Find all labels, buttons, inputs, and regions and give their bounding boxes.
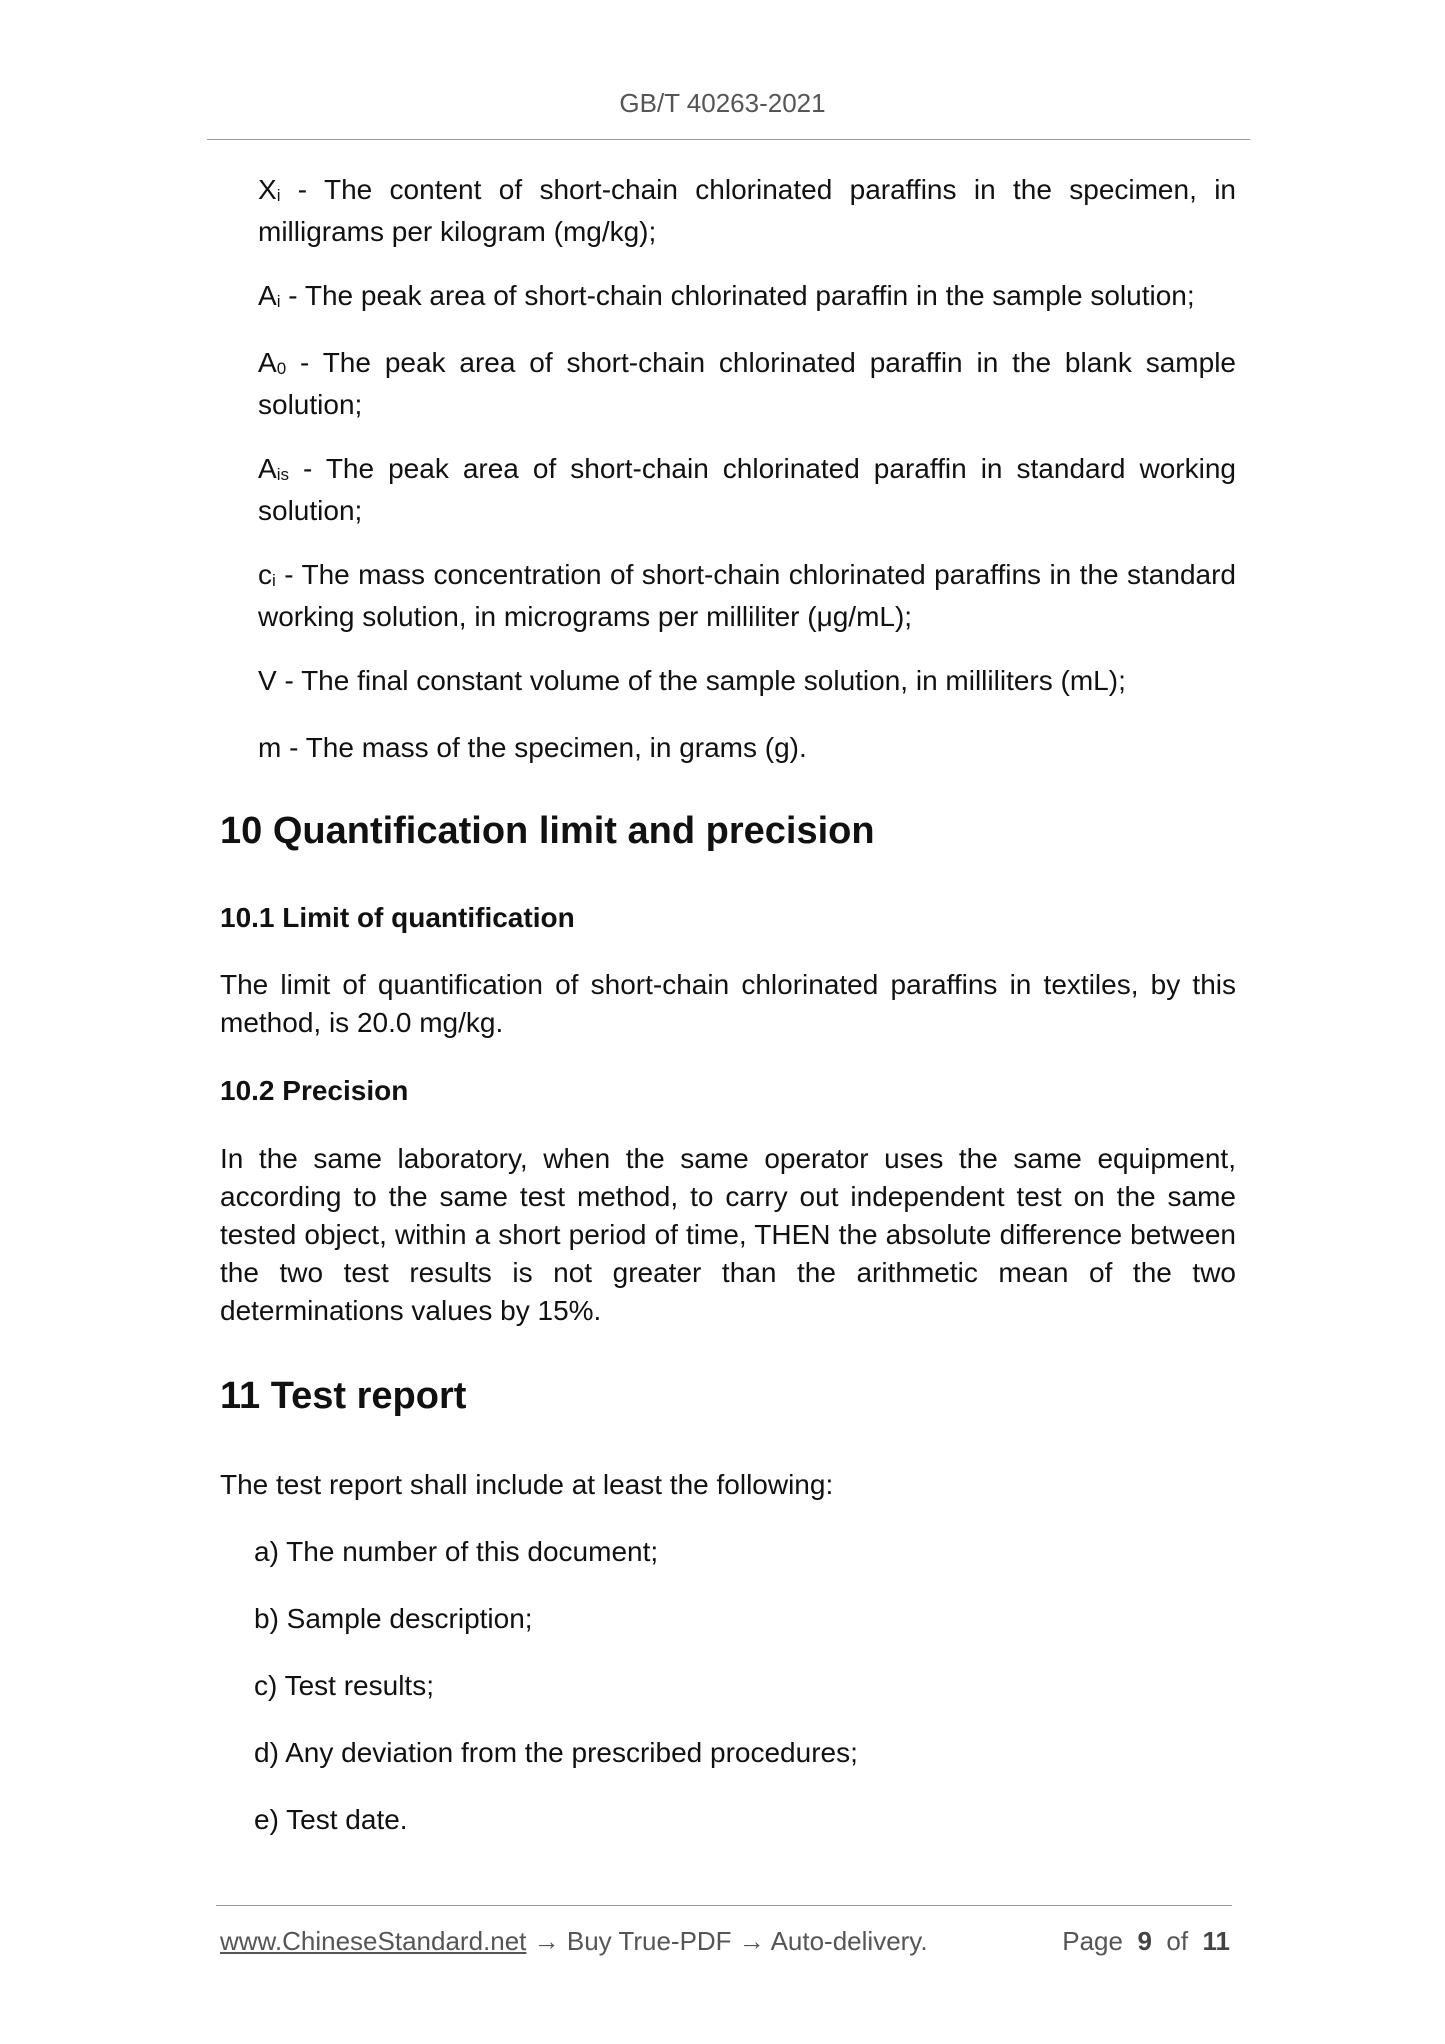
definition-symbol: $A_{is}$: [258, 453, 289, 484]
footer-tagline: → Buy True-PDF → Auto-delivery.: [526, 1926, 928, 1956]
definition-text: - The content of short-chain chlorinated paraffins in the specimen, in milligrams per kilogram (mg/kg);: [258, 174, 1236, 247]
definition-text: - The peak area of short-chain chlorinated paraffin in the sample solution;: [280, 280, 1195, 311]
definition-symbol: $A_0$: [258, 347, 287, 378]
document-header-title: GB/T 40263-2021: [619, 88, 826, 118]
definition-v: [258, 662, 1236, 700]
definition-text: - The peak area of short-chain chlorinated paraffin in standard working solution;: [258, 453, 1236, 526]
total-page-number: 11: [1202, 1926, 1230, 1956]
definition-symbol: $A_i$: [258, 280, 281, 311]
page-footer: [220, 1926, 1230, 1957]
section-10-1-heading: 10.1 Limit of quantification: [220, 902, 575, 933]
list-item: e) Test date.: [254, 1804, 408, 1835]
section-10-2-text: In the same laboratory, when the same operator uses the same equipment, according to the same test method, to carry out independent test on the same tested object, within a short period of time, THEN the absolute difference between the two test results is not greater than the arithmetic mean of the two determinations values by 15%.: [220, 1143, 1236, 1326]
section-11-heading: 11 Test report: [220, 1375, 467, 1417]
definition-text: - The peak area of short-chain chlorinated paraffin in the blank sample solution;: [258, 347, 1236, 420]
section-11-intro: The test report shall include at least the following:: [220, 1469, 834, 1500]
definition-ai: [258, 277, 1236, 319]
definition-xi: [258, 171, 1236, 251]
definition-text: - The final constant volume of the sample solution, in milliliters (mL);: [276, 665, 1126, 696]
list-item: c) Test results;: [254, 1670, 434, 1701]
definition-m: [258, 729, 1236, 767]
current-page-number: 9: [1137, 1926, 1152, 1956]
list-item: d) Any deviation from the prescribed procedures;: [254, 1737, 858, 1768]
definition-a0: [258, 344, 1236, 424]
definition-symbol: m: [258, 732, 282, 763]
list-item: a) The number of this document;: [254, 1536, 659, 1567]
definition-symbol: V: [258, 665, 277, 696]
definition-symbol: $c_i$: [258, 559, 276, 590]
definition-symbol: $X_i$: [258, 174, 281, 205]
list-item: b) Sample description;: [254, 1603, 533, 1634]
definition-text: - The mass concentration of short-chain chlorinated paraffins in the standard working solution, in micrograms per milliliter (μg/mL);: [258, 559, 1236, 632]
definition-ci: [258, 556, 1236, 636]
definition-text: - The mass of the specimen, in grams (g).: [281, 732, 807, 763]
section-10-2-heading: 10.2 Precision: [220, 1075, 409, 1106]
section-10-heading: 10 Quantification limit and precision: [220, 810, 875, 852]
header-divider: [207, 139, 1250, 140]
section-10-1-text: The limit of quantification of short-chain chlorinated paraffins in textiles, by this method, is 20.0 mg/kg.: [220, 969, 1236, 1038]
page-indicator: Page 9 of 11: [1062, 1926, 1230, 1956]
definition-ais: [258, 450, 1236, 530]
website-link[interactable]: www.ChineseStandard.net: [220, 1926, 527, 1956]
footer-divider: [216, 1905, 1232, 1906]
